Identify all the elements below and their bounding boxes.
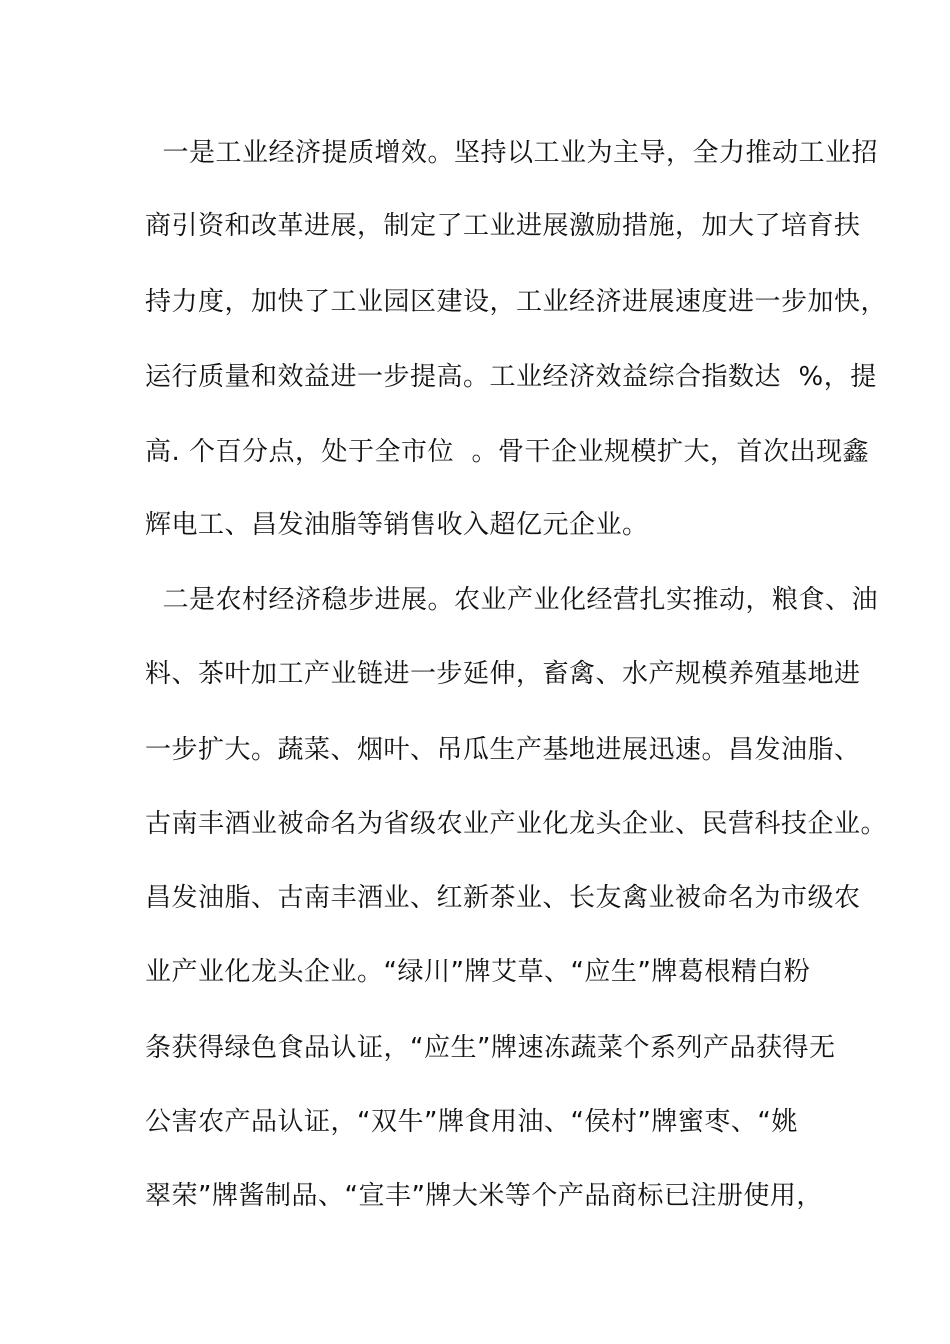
text-line: 料、茶叶加工产业链进一步延伸，畜禽、水产规模养殖基地进: [145, 659, 861, 689]
text-line: 持力度，加快了工业园区建设，工业经济进展速度进一步加快，: [145, 287, 888, 317]
text-line: 高. 个百分点，处于全市位 。骨干企业规模扩大，首次出现鑫: [145, 437, 870, 467]
text-line: 翠荣”牌酱制品、“宣丰”牌大米等个产品商标已注册使用，: [145, 1181, 823, 1211]
text-line: 二是农村经济稳步进展。农业产业化经营扎实推动，粮食、油: [145, 585, 879, 615]
text-line: 一步扩大。蔬菜、烟叶、吊瓜生产基地进展迅速。昌发油脂、: [145, 735, 861, 765]
text-line: 一是工业经济提质增效。坚持以工业为主导，全力推动工业招: [145, 138, 879, 168]
text-line: 辉电工、昌发油脂等销售收入超亿元企业。: [145, 510, 649, 540]
text-line: 条获得绿色食品认证，“应生”牌速冻蔬菜个系列产品获得无: [145, 1033, 836, 1063]
text-line: 运行质量和效益进一步提高。工业经济效益综合指数达 %，提: [145, 362, 877, 392]
text-line: 业产业化龙头企业。“绿川”牌艾草、“应生”牌葛根精白粉: [145, 957, 811, 987]
text-line: 昌发油脂、古南丰酒业、红新茶业、长友禽业被命名为市级农: [145, 883, 861, 913]
text-line: 商引资和改革进展，制定了工业进展激励措施，加大了培育扶: [145, 211, 861, 241]
text-line: 古南丰酒业被命名为省级农业产业化龙头企业、民营科技企业。: [145, 809, 888, 839]
text-line: 公害农产品认证，“双牛”牌食用油、“侯村”牌蜜枣、“姚: [145, 1107, 798, 1137]
